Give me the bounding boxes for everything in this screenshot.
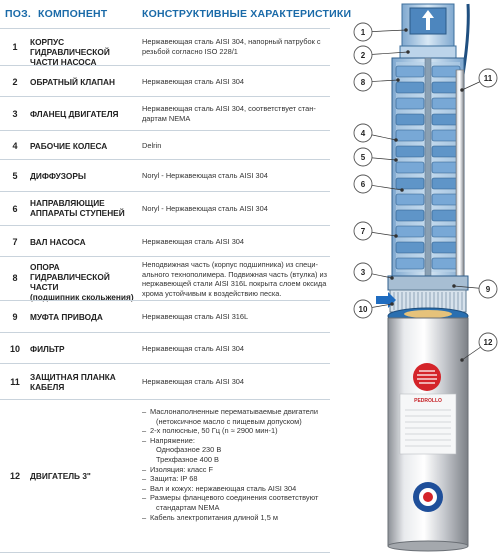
row-component: ФЛАНЕЦ ДВИГАТЕЛЯ: [30, 109, 119, 119]
table-row-motor: [0, 399, 330, 553]
impeller-stage: [396, 114, 424, 125]
motor-spec-item: – Вал и кожух: нержавеющая сталь AISI 304: [142, 484, 328, 494]
table-row: [0, 65, 330, 97]
callout-12: [479, 333, 497, 351]
header-component: КОМПОНЕНТ: [38, 8, 108, 20]
callout-dot: [461, 359, 464, 362]
motor-bottom-logo: [413, 482, 443, 512]
callout-dot: [391, 303, 394, 306]
callout-2: [354, 46, 372, 64]
callout-6: [354, 175, 372, 193]
callout-label: 3: [360, 268, 366, 277]
row-component: ЗАЩИТНАЯ ПЛАНКА КАБЕЛЯ: [30, 372, 116, 392]
callout-8: [354, 73, 372, 91]
callout-label: 10: [358, 305, 368, 314]
motor-spec-item: – Маслонаполненные перематываемые двигатели: [142, 407, 328, 417]
table-row: [0, 96, 330, 131]
callout-4: [354, 124, 372, 142]
callout-dot: [405, 29, 408, 32]
row-component: НАПРАВЛЯЮЩИЕ АППАРАТЫ СТУПЕНЕЙ: [30, 198, 125, 218]
header-position: ПОЗ.: [5, 8, 32, 20]
row-number: 4: [12, 141, 18, 151]
row-component-name: ОПОРА ГИДРАВЛИЧЕСКОЙ ЧАСТИ: [30, 262, 110, 292]
cable-guard: [456, 70, 464, 310]
motor-spec-item: Однофазное 230 В: [156, 445, 222, 455]
row-component: ДВИГАТЕЛЬ 3": [30, 471, 91, 481]
table-row: [0, 159, 330, 192]
motor-spec-item: – Изоляция: класс F: [142, 465, 328, 475]
callout-9: [479, 280, 497, 298]
pump-shaft: [425, 58, 431, 278]
table-row: [0, 300, 330, 333]
table-row: [0, 130, 330, 160]
table-row: [0, 28, 330, 66]
callout-label: 8: [360, 78, 366, 87]
row-component: ВАЛ НАСОСА: [30, 237, 86, 247]
table-row: [0, 332, 330, 364]
callout-10: [354, 300, 372, 318]
row-number: 2: [12, 77, 18, 87]
callout-label: 2: [360, 51, 366, 60]
row-description: Noryl - Нержавеющая сталь AISI 304: [142, 204, 268, 213]
pedrollo-logo: [413, 363, 441, 391]
row-description: Нержавеющая сталь AISI 316L: [142, 312, 249, 321]
row-number: 7: [12, 237, 18, 247]
pump-diagram: [330, 0, 500, 552]
row-component: КОРПУС ГИДРАВЛИЧЕСКОЙ ЧАСТИ НАСОСА: [30, 37, 110, 67]
row-number: 11: [10, 377, 20, 387]
table-row: [0, 225, 330, 257]
impeller-stage: [396, 146, 424, 157]
impeller-stage: [396, 210, 424, 221]
row-number: 8: [12, 273, 18, 283]
callout-dot: [391, 277, 394, 280]
impeller-stage: [396, 242, 424, 253]
motor-spec-item: (нетоксичное масло с пищевым допуском): [156, 416, 302, 426]
callout-label: 5: [360, 153, 366, 162]
callout-label: 4: [360, 129, 366, 138]
impeller-stage: [396, 194, 424, 205]
callout-1: [354, 23, 372, 41]
callout-label: 11: [483, 74, 493, 83]
callout-dot: [397, 79, 400, 82]
row-component: ОБРАТНЫЙ КЛАПАН: [30, 77, 115, 87]
table-row: [0, 191, 330, 226]
callout-dot: [401, 189, 404, 192]
row-number: 6: [12, 204, 18, 214]
row-description: Delrin: [142, 141, 162, 150]
row-description: Noryl - Нержавеющая сталь AISI 304: [142, 171, 268, 180]
row-component: РАБОЧИЕ КОЛЕСА: [30, 141, 108, 151]
callout-11: [479, 69, 497, 87]
row-description: Нержавеющая сталь AISI 304, напорный патрубок с резьбой согласно ISO 228/1: [142, 37, 321, 56]
motor-spec-item: стандартам NEMA: [156, 502, 220, 512]
brand-label: PEDROLLO: [414, 398, 442, 404]
motor-spec-list: [142, 407, 328, 522]
row-number: 5: [12, 171, 18, 181]
row-number: 9: [12, 312, 18, 322]
callout-label: 7: [360, 227, 366, 236]
callout-7: [354, 222, 372, 240]
callout-label: 6: [360, 180, 366, 189]
motor-spec-item: – Кабель электропитания длиной 1,5 м: [142, 513, 328, 523]
row-number: 1: [12, 42, 18, 52]
callout-label: 9: [485, 285, 491, 294]
callout-dot: [453, 285, 456, 288]
motor-spec-item: – Размеры фланцевого соединения соответствуют: [142, 493, 328, 503]
table-row: [0, 363, 330, 400]
row-component: ДИФФУЗОРЫ: [30, 171, 86, 181]
row-description: Нержавеющая сталь AISI 304: [142, 237, 245, 246]
row-component: МУФТА ПРИВОДА: [30, 312, 103, 322]
header-characteristics: КОНСТРУКТИВНЫЕ ХАРАКТЕРИСТИКИ: [142, 8, 352, 20]
impeller-stage: [396, 98, 424, 109]
motor-spec-item: Трехфазное 400 В: [156, 454, 219, 464]
row-component: ФИЛЬТР: [30, 344, 65, 354]
callout-label: 1: [360, 28, 366, 37]
callout-label: 12: [483, 338, 493, 347]
row-number: 3: [12, 109, 18, 119]
row-number: 10: [9, 344, 20, 354]
callout-dot: [395, 235, 398, 238]
callout-dot: [407, 51, 410, 54]
row-component-sub: (подшипник скольжения): [30, 292, 134, 302]
callout-dot: [395, 139, 398, 142]
row-description: Неподвижная часть (корпус подшипника) из специ-ального технополимера. Подвижная часть (втулка) из нержавеющей стали AISI 316L покрыта слоем оксида хрома устойчивым к воздействию песка.: [142, 260, 328, 298]
motor-flange: [388, 276, 468, 290]
impeller-stage: [396, 258, 424, 269]
row-description: Нержавеющая сталь AISI 304: [142, 77, 245, 86]
callout-dot: [395, 159, 398, 162]
impeller-stage: [396, 178, 424, 189]
callout-5: [354, 148, 372, 166]
impeller-stage: [396, 66, 424, 77]
impeller-stage: [396, 82, 424, 93]
impeller-stage: [396, 226, 424, 237]
table-row: [0, 256, 330, 301]
callout-dot: [461, 89, 464, 92]
motor-spec-item: – Защита: IP 68: [142, 474, 328, 484]
row-number: 12: [9, 471, 20, 481]
callout-3: [354, 263, 372, 281]
motor-spec-item: – 2-х полюсные, 50 Гц (n ≈ 2900 мин-1): [142, 426, 328, 436]
impeller-stage: [396, 162, 424, 173]
row-description: Нержавеющая сталь AISI 304: [142, 344, 245, 353]
row-description: Нержавеющая сталь AISI 304, соответствует стан-дартам NEMA: [142, 104, 316, 123]
row-description: Нержавеющая сталь AISI 304: [142, 377, 245, 386]
impeller-stage: [396, 130, 424, 141]
motor-spec-item: – Напряжение:: [142, 436, 328, 446]
row-component: [30, 262, 136, 302]
